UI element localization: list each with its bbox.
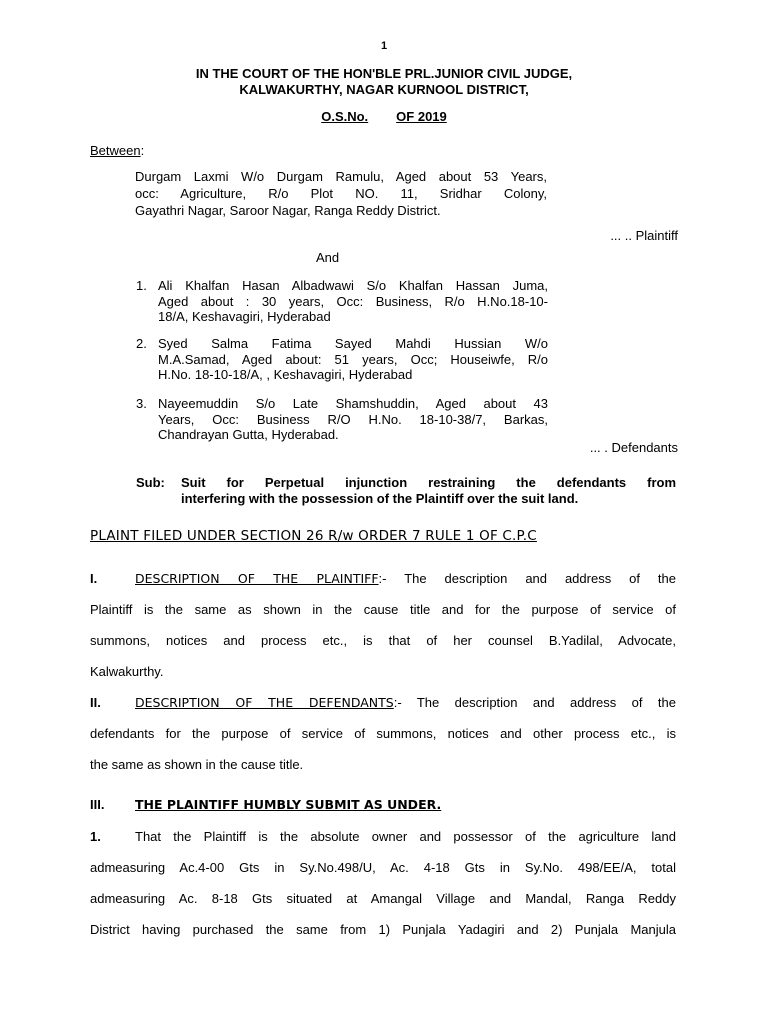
defendant-number: 1.	[136, 278, 147, 293]
section-numeral: I.	[90, 571, 98, 586]
section-numeral: III.	[90, 797, 105, 812]
page-number: 1	[380, 40, 388, 52]
subject-label: Sub:	[136, 475, 165, 490]
between-colon: :	[140, 143, 145, 158]
section-first-line	[90, 570, 676, 601]
subject-block	[136, 475, 676, 506]
section-line: Kalwakurthy.	[90, 664, 164, 679]
suit-number-suffix: OF 2019	[396, 109, 447, 124]
plaintiff-details	[135, 168, 547, 219]
section-text: :- The description and address of the	[378, 571, 676, 586]
plaint-heading: PLAINT FILED UNDER SECTION 26 R/w ORDER 7 RULE 1 OF C.P.C	[90, 528, 537, 544]
paragraph-text: That the Plaintiff is the absolute owner and possessor of the agriculture land	[135, 829, 676, 844]
defendant-number: 3.	[136, 396, 147, 411]
suit-number	[0, 109, 768, 124]
defendant-line: H.No. 18-10-18/A, , Keshavagiri, Hyderabad	[158, 367, 413, 382]
section-heading: DESCRIPTION OF THE DEFENDANTS	[135, 695, 394, 710]
paragraph-1	[90, 828, 676, 952]
plaintiff-line: Durgam Laxmi W/o Durgam Ramulu, Aged about 53 Years,	[135, 169, 547, 184]
section-plaintiff-description	[90, 570, 676, 694]
between-label	[90, 143, 144, 158]
section-line: summons, notices and process etc., is that of her counsel B.Yadilal, Advocate,	[90, 633, 676, 648]
defendant-line: Nayeemuddin S/o Late Shamshuddin, Aged about 43	[158, 396, 548, 411]
paragraph-number: 1.	[90, 829, 101, 844]
plaintiff-line: occ: Agriculture, R/o Plot NO. 11, Sridhar Colony,	[135, 186, 547, 201]
defendant-item	[136, 396, 548, 443]
defendant-line: M.A.Samad, Aged about: 51 years, Occ; Houseiwfe, R/o	[158, 351, 548, 367]
and-label: And	[316, 250, 340, 265]
section-first-line	[90, 694, 676, 725]
defendant-line: 18/A, Keshavagiri, Hyderabad	[158, 309, 331, 324]
plaintiff-role-label: ... .. Plaintiff	[610, 228, 678, 243]
defendant-line: Syed Salma Fatima Sayed Mahdi Hussian W/o	[158, 336, 548, 351]
defendant-item	[136, 336, 548, 383]
section-humbly-submit	[90, 797, 441, 812]
section-numeral: II.	[90, 695, 101, 710]
subject-line: Suit for Perpetual injunction restraining the defendants from	[181, 475, 676, 490]
court-title-line-1: IN THE COURT OF THE HON'BLE PRL.JUNIOR CIVIL JUDGE,	[195, 66, 573, 81]
section-heading: THE PLAINTIFF HUMBLY SUBMIT AS UNDER.	[135, 797, 442, 812]
paragraph-first-line	[90, 828, 676, 859]
defendant-line: Aged about : 30 years, Occ: Business, R/o H.No.18-10-	[158, 293, 548, 309]
court-title-line-2: KALWAKURTHY, NAGAR KURNOOL DISTRICT,	[239, 82, 529, 97]
paragraph-line: admeasuring Ac. 8-18 Gts situated at Amangal Village and Mandal, Ranga Reddy	[90, 891, 676, 906]
section-line: the same as shown in the cause title.	[90, 757, 304, 772]
section-line: defendants for the purpose of service of summons, notices and other process etc., is	[90, 726, 676, 741]
between-text: Between	[90, 143, 141, 158]
subject-line: interfering with the possession of the Plaintiff over the suit land.	[181, 490, 579, 506]
section-line: Plaintiff is the same as shown in the cause title and for the purpose of service of	[90, 602, 676, 617]
defendants-role-label: ... . Defendants	[589, 440, 678, 455]
plaintiff-line: Gayathri Nagar, Saroor Nagar, Ranga Reddy District.	[135, 203, 441, 218]
section-defendants-description	[90, 694, 676, 787]
defendant-line: Ali Khalfan Hasan Albadwawi S/o Khalfan Hassan Juma,	[158, 278, 548, 293]
defendant-number: 2.	[136, 336, 147, 351]
defendant-item	[136, 278, 548, 325]
section-heading: DESCRIPTION OF THE PLAINTIFF	[135, 571, 379, 586]
paragraph-line: admeasuring Ac.4-00 Gts in Sy.No.498/U, Ac. 4-18 Gts in Sy.No. 498/EE/A, total	[90, 860, 676, 875]
defendant-line: Years, Occ: Business R/O H.No. 18-10-38/7, Barkas,	[158, 411, 548, 427]
suit-number-prefix: O.S.No.	[321, 109, 369, 124]
defendant-line: Chandrayan Gutta, Hyderabad.	[158, 427, 339, 442]
section-text: :- The description and address of the	[393, 695, 676, 710]
paragraph-line: District having purchased the same from 1) Punjala Yadagiri and 2) Punjala Manjula	[90, 922, 676, 937]
